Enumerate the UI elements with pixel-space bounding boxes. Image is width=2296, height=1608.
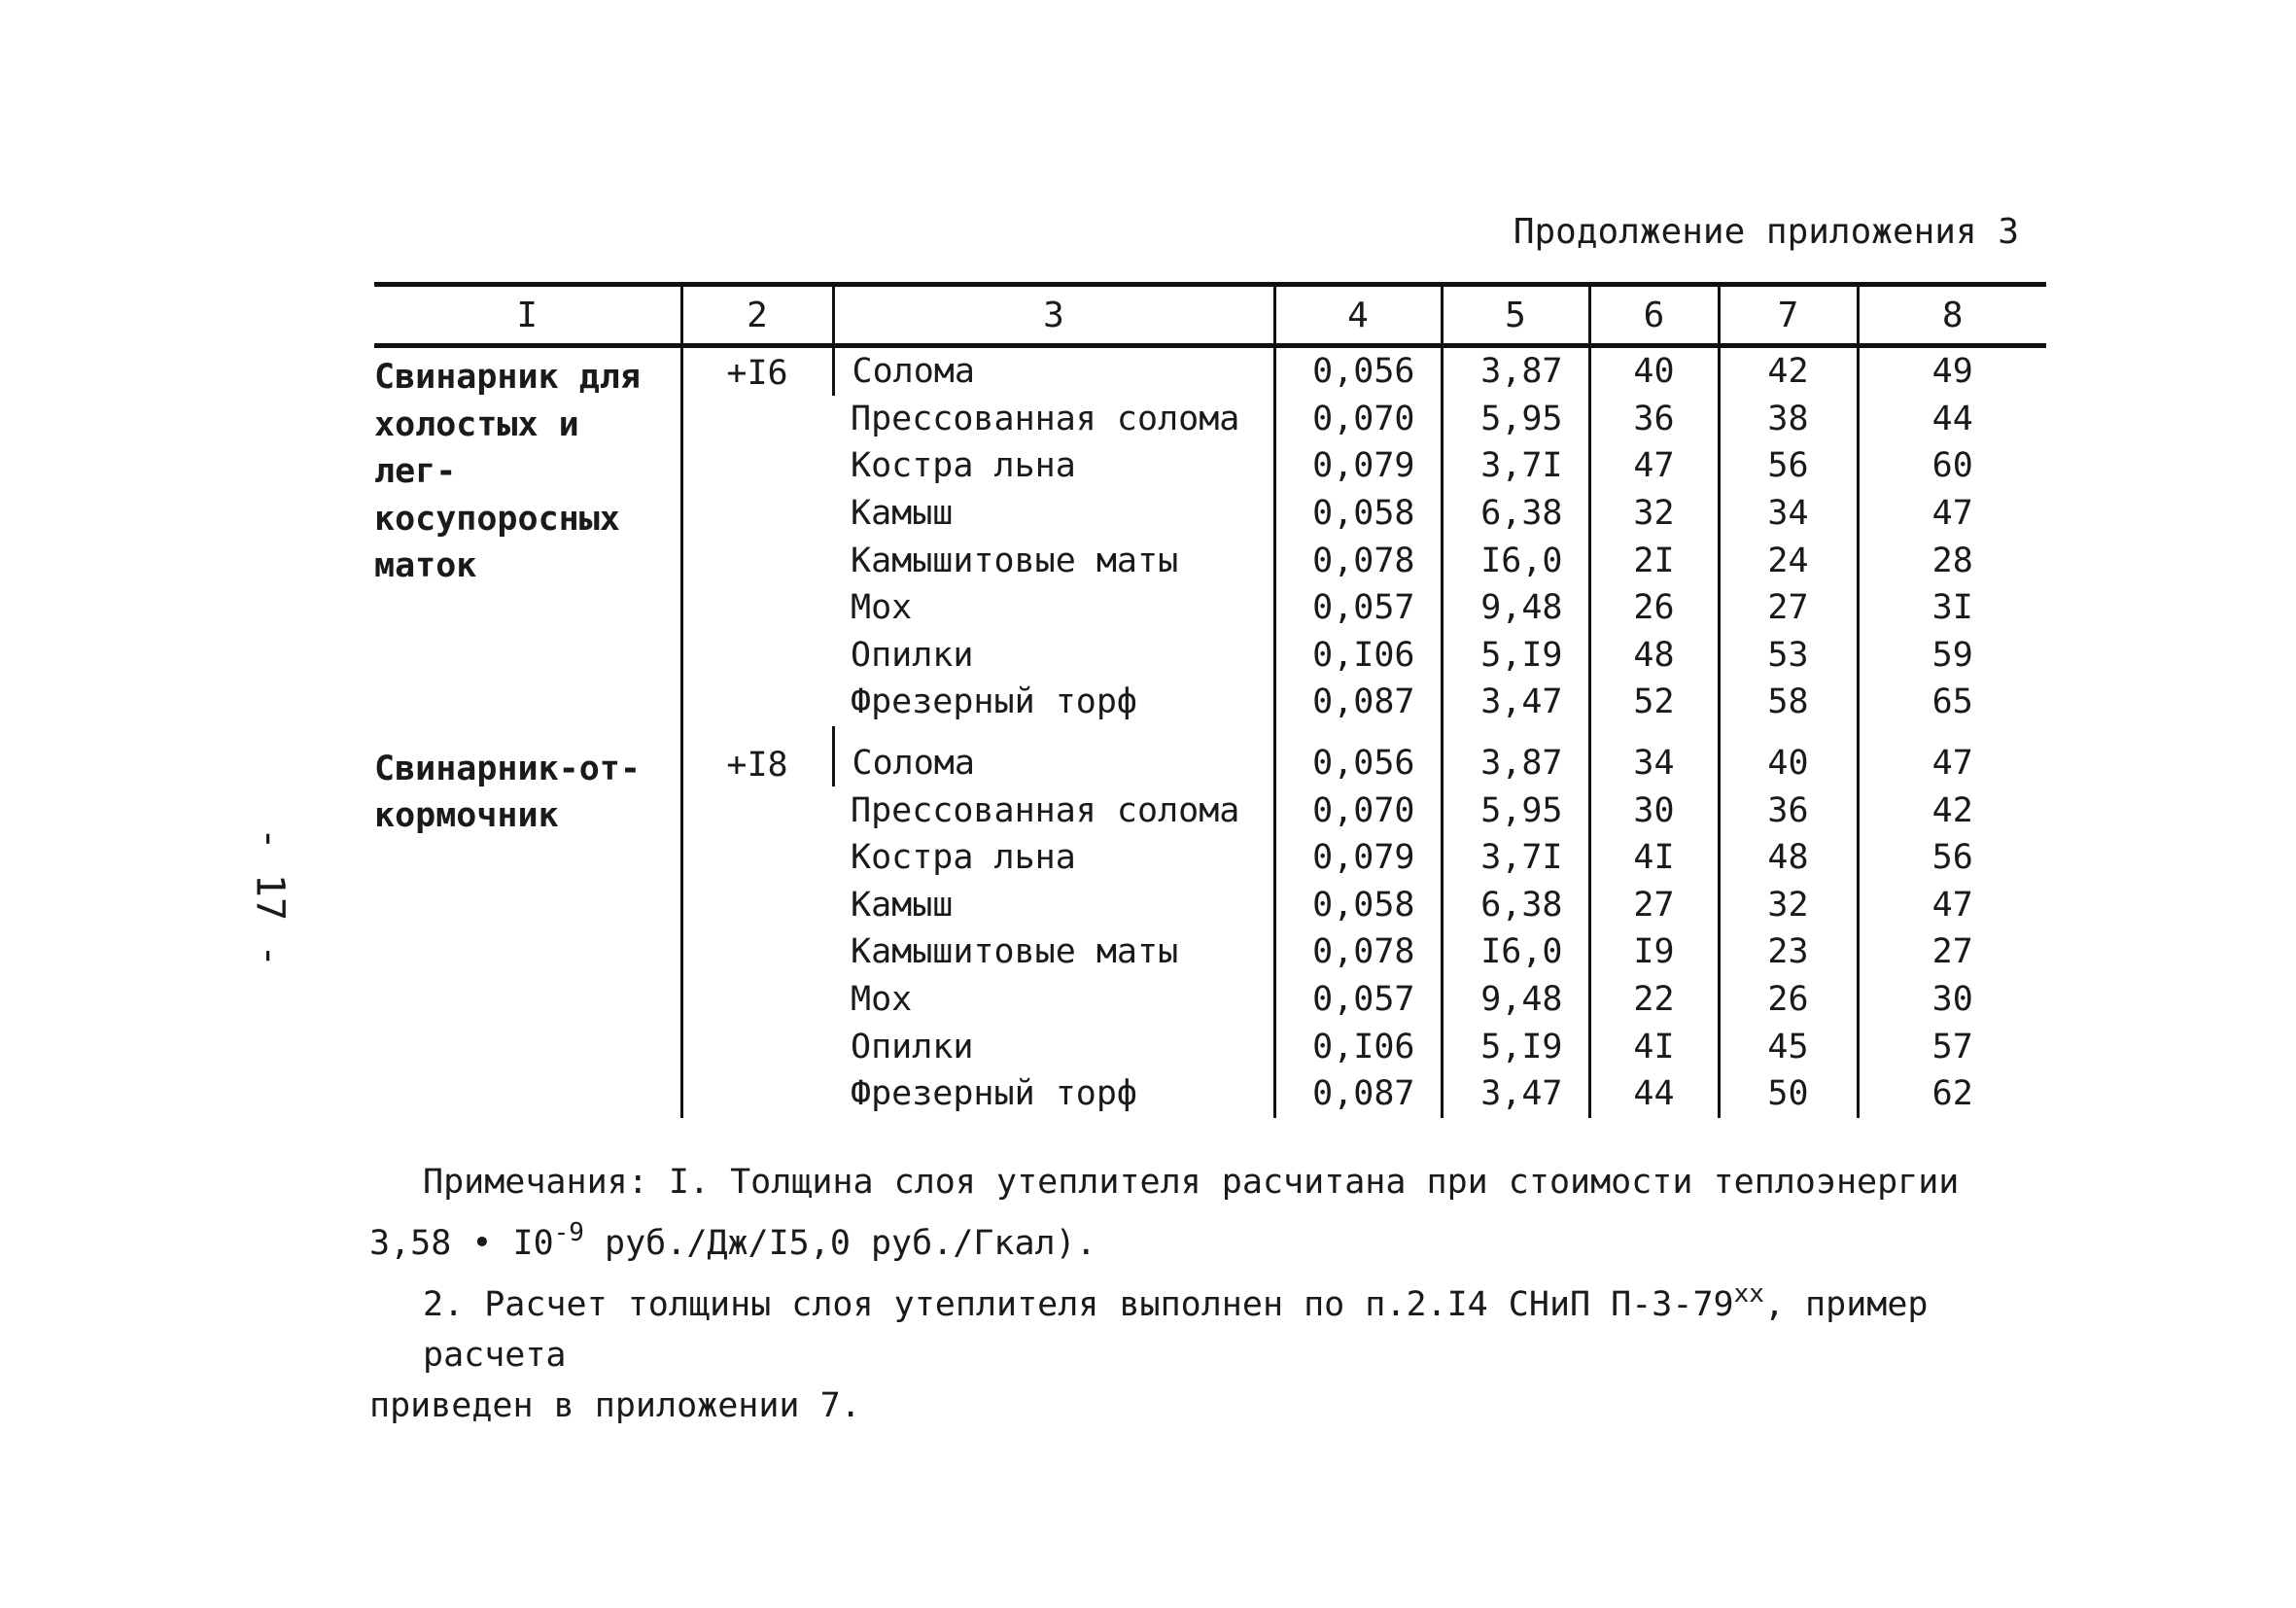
continuation-title: Продолжение приложения 3: [1513, 212, 2019, 252]
col7-cell: 53: [1719, 632, 1858, 680]
col5-cell: I6,0: [1442, 928, 1589, 976]
col6-cell: 2I: [1589, 537, 1719, 584]
notes-block: [369, 1157, 2022, 1431]
col7-cell: 50: [1719, 1070, 1858, 1118]
col6-cell: 40: [1589, 346, 1719, 396]
col8-cell: 3I: [1858, 584, 2046, 632]
col7-cell: 34: [1719, 490, 1858, 538]
group-spacer: [374, 726, 2046, 740]
note-2-superscript: хх: [1733, 1279, 1764, 1309]
col4-cell: 0,087: [1274, 679, 1442, 726]
spacer-cell: [1858, 726, 2046, 740]
col6-cell: 4I: [1589, 834, 1719, 882]
material-cell: Фрезерный торф: [851, 1074, 1138, 1114]
col5-cell: I6,0: [1442, 537, 1589, 584]
col5-cell: 5,I9: [1442, 632, 1589, 680]
col4-cell: 0,056: [1274, 346, 1442, 396]
col6-cell: 36: [1589, 396, 1719, 443]
material-cell: Камышитовые маты: [851, 932, 1179, 972]
col4-cell: 0,058: [1274, 490, 1442, 538]
col4-cell: 0,056: [1274, 740, 1442, 787]
col6-cell: 47: [1589, 442, 1719, 490]
col6-cell: 4I: [1589, 1023, 1719, 1070]
note-2-line-1: [369, 1269, 2022, 1381]
material-cell: Опилки: [851, 1027, 974, 1066]
material-cell: Камыш: [851, 885, 954, 925]
col6-cell: 30: [1589, 787, 1719, 834]
col4-cell: 0,087: [1274, 1070, 1442, 1118]
col7-cell: 58: [1719, 679, 1858, 726]
temperature-cell: +I6: [681, 346, 833, 726]
col8-cell: 47: [1858, 740, 2046, 787]
note-2-text: 2. Расчет толщины слоя утеплителя выполнен по п.2.I4 СНиП П-3-79: [423, 1285, 1734, 1324]
col5-cell: 5,95: [1442, 396, 1589, 443]
material-cell: Костра льна: [851, 446, 1076, 486]
col7-cell: 32: [1719, 882, 1858, 929]
col6-cell: 52: [1589, 679, 1719, 726]
col5-cell: 9,48: [1442, 976, 1589, 1024]
data-table-container: [374, 282, 2046, 1118]
col-header-4: 4: [1274, 285, 1442, 346]
col4-cell: 0,079: [1274, 442, 1442, 490]
note-2-line-2: приведен в приложении 7.: [369, 1386, 861, 1425]
material-cell: Солома: [833, 740, 1274, 787]
col4-cell: 0,057: [1274, 584, 1442, 632]
col4-cell: 0,070: [1274, 787, 1442, 834]
col4-cell: 0,078: [1274, 537, 1442, 584]
col7-cell: 36: [1719, 787, 1858, 834]
page-number: - 17 -: [247, 826, 293, 968]
col-header-2: 2: [681, 285, 833, 346]
col8-cell: 44: [1858, 396, 2046, 443]
col8-cell: 59: [1858, 632, 2046, 680]
col8-cell: 47: [1858, 490, 2046, 538]
col5-cell: 6,38: [1442, 490, 1589, 538]
col8-cell: 57: [1858, 1023, 2046, 1070]
col5-cell: 3,47: [1442, 679, 1589, 726]
col6-cell: 34: [1589, 740, 1719, 787]
col-header-5: 5: [1442, 285, 1589, 346]
col4-cell: 0,058: [1274, 882, 1442, 929]
col5-cell: 3,87: [1442, 346, 1589, 396]
col-header-8: 8: [1858, 285, 2046, 346]
col8-cell: 28: [1858, 537, 2046, 584]
col8-cell: 49: [1858, 346, 2046, 396]
col8-cell: 60: [1858, 442, 2046, 490]
material-cell: Камышитовые маты: [851, 541, 1179, 580]
col-header-6: 6: [1589, 285, 1719, 346]
note-1-line-2: [369, 1207, 2022, 1269]
facility-cell: Свинарник-от- кормочник: [374, 749, 641, 836]
col7-cell: 48: [1719, 834, 1858, 882]
col8-cell: 65: [1858, 679, 2046, 726]
col4-cell: 0,I06: [1274, 1023, 1442, 1070]
col4-cell: 0,I06: [1274, 632, 1442, 680]
material-cell: Опилки: [851, 635, 974, 675]
col6-cell: 22: [1589, 976, 1719, 1024]
table-row: [374, 740, 2046, 787]
col7-cell: 24: [1719, 537, 1858, 584]
col7-cell: 27: [1719, 584, 1858, 632]
header-row: [374, 285, 2046, 346]
material-cell: Камыш: [851, 494, 954, 534]
col6-cell: I9: [1589, 928, 1719, 976]
col-header-1: I: [374, 285, 681, 346]
col7-cell: 40: [1719, 740, 1858, 787]
note-2-text-end: , пример расчета: [423, 1285, 1929, 1375]
col6-cell: 44: [1589, 1070, 1719, 1118]
spacer-cell: [1442, 726, 1589, 740]
col8-cell: 30: [1858, 976, 2046, 1024]
col8-cell: 42: [1858, 787, 2046, 834]
col8-cell: 62: [1858, 1070, 2046, 1118]
material-cell: Прессованная солома: [851, 790, 1240, 830]
insulation-table: [374, 282, 2046, 1118]
col7-cell: 56: [1719, 442, 1858, 490]
col-header-7: 7: [1719, 285, 1858, 346]
col6-cell: 32: [1589, 490, 1719, 538]
col5-cell: 5,95: [1442, 787, 1589, 834]
note-1-value: 3,58 • I0: [369, 1224, 554, 1263]
col7-cell: 42: [1719, 346, 1858, 396]
spacer-cell: [1589, 726, 1719, 740]
col5-cell: 6,38: [1442, 882, 1589, 929]
note-1-exponent: -9: [553, 1218, 584, 1247]
material-cell: Солома: [833, 346, 1274, 396]
col5-cell: 3,47: [1442, 1070, 1589, 1118]
temperature-cell: +I8: [681, 740, 833, 1118]
spacer-cell: [1274, 726, 1442, 740]
col7-cell: 23: [1719, 928, 1858, 976]
col5-cell: 5,I9: [1442, 1023, 1589, 1070]
col5-cell: 3,7I: [1442, 834, 1589, 882]
col7-cell: 38: [1719, 396, 1858, 443]
col4-cell: 0,079: [1274, 834, 1442, 882]
col7-cell: 26: [1719, 976, 1858, 1024]
table-body: [374, 346, 2046, 1118]
col6-cell: 48: [1589, 632, 1719, 680]
col-header-3: 3: [833, 285, 1274, 346]
spacer-cell: [833, 726, 1274, 740]
col5-cell: 3,7I: [1442, 442, 1589, 490]
col6-cell: 26: [1589, 584, 1719, 632]
note-1-units: руб./Дж/I5,0 руб./Гкал).: [583, 1224, 1096, 1263]
col4-cell: 0,078: [1274, 928, 1442, 976]
material-cell: Прессованная солома: [851, 399, 1240, 438]
col8-cell: 27: [1858, 928, 2046, 976]
note-1-line-1: Примечания: I. Толщина слоя утеплителя расчитана при стоимости теплоэнергии: [423, 1163, 1960, 1202]
spacer-cell: [374, 726, 681, 740]
material-cell: Костра льна: [851, 838, 1076, 878]
col5-cell: 9,48: [1442, 584, 1589, 632]
material-cell: Мох: [851, 980, 913, 1020]
spacer-cell: [1719, 726, 1858, 740]
col8-cell: 56: [1858, 834, 2046, 882]
col4-cell: 0,057: [1274, 976, 1442, 1024]
col4-cell: 0,070: [1274, 396, 1442, 443]
col7-cell: 45: [1719, 1023, 1858, 1070]
col6-cell: 27: [1589, 882, 1719, 929]
spacer-cell: [681, 726, 833, 740]
table-row: [374, 346, 2046, 396]
facility-cell: Свинарник для холостых и лег- косупоросных маток: [374, 358, 641, 586]
col8-cell: 47: [1858, 882, 2046, 929]
col5-cell: 3,87: [1442, 740, 1589, 787]
material-cell: Мох: [851, 588, 913, 628]
material-cell: Фрезерный торф: [851, 682, 1138, 722]
